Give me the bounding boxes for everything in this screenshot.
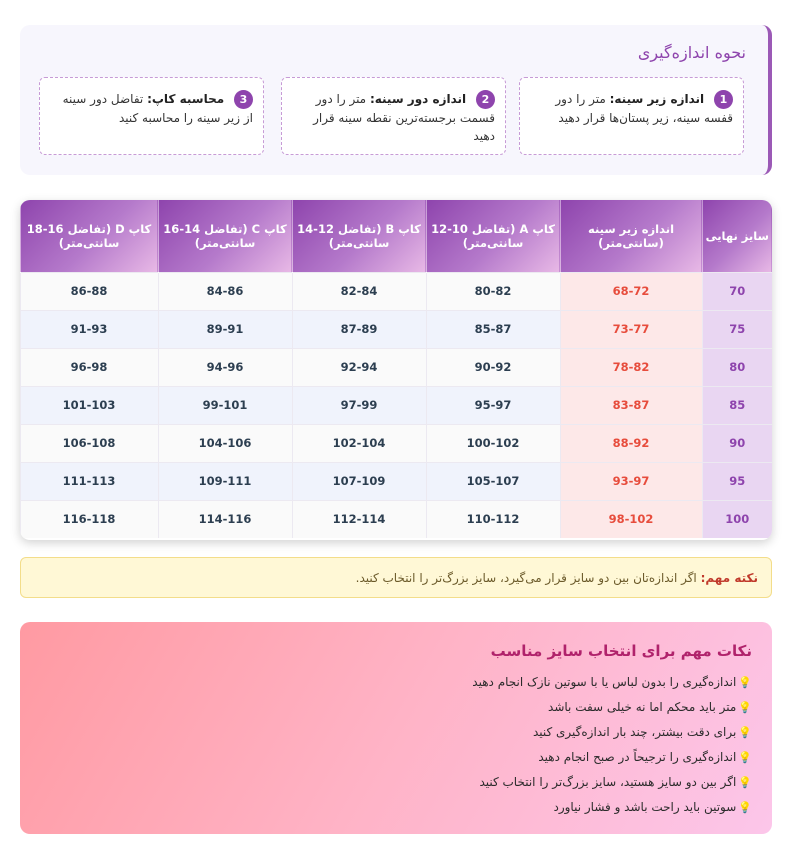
lightbulb-icon: 💡 xyxy=(738,776,752,789)
cell-cup-b: 87-89 xyxy=(292,310,426,348)
cell-cup-c: 94-96 xyxy=(158,348,292,386)
cell-cup-c: 109-111 xyxy=(158,462,292,500)
note-label: نکته مهم: xyxy=(700,571,758,585)
cell-cup-d: 111-113 xyxy=(20,462,158,500)
size-table-container xyxy=(20,200,772,540)
cell-cup-a: 85-87 xyxy=(426,310,560,348)
tips-box xyxy=(20,622,772,834)
lightbulb-icon: 💡 xyxy=(738,701,752,714)
cell-cup-a: 90-92 xyxy=(426,348,560,386)
cell-cup-a: 110-112 xyxy=(426,500,560,538)
cell-cup-c: 99-101 xyxy=(158,386,292,424)
cell-final-size: 70 xyxy=(702,272,772,310)
step-label: اندازه دور سینه: xyxy=(369,92,467,106)
lightbulb-icon: 💡 xyxy=(738,751,752,764)
cell-cup-d: 101-103 xyxy=(20,386,158,424)
cell-cup-d: 91-93 xyxy=(20,310,158,348)
cell-cup-a: 95-97 xyxy=(426,386,560,424)
cell-under-bust: 73-77 xyxy=(560,310,702,348)
cell-cup-b: 107-109 xyxy=(292,462,426,500)
step-label: محاسبه کاپ: xyxy=(147,92,225,106)
cell-final-size: 85 xyxy=(702,386,772,424)
cell-cup-d: 106-108 xyxy=(20,424,158,462)
list-item xyxy=(40,670,752,695)
step-number-badge: 3 xyxy=(234,90,253,109)
cell-under-bust: 83-87 xyxy=(560,386,702,424)
header-cup-d: کاپ D (تفاضل 16-18 سانتی‌متر) xyxy=(20,200,158,272)
step-number-badge: 2 xyxy=(476,90,495,109)
cell-cup-a: 80-82 xyxy=(426,272,560,310)
cell-cup-a: 100-102 xyxy=(426,424,560,462)
header-cup-c: کاپ C (تفاضل 14-16 سانتی‌متر) xyxy=(158,200,292,272)
measurement-title: نحوه اندازه‌گیری xyxy=(637,43,746,62)
list-item xyxy=(40,695,752,720)
cell-final-size: 100 xyxy=(702,500,772,538)
tips-title: نکات مهم برای انتخاب سایز مناسب xyxy=(490,642,752,660)
cell-cup-d: 86-88 xyxy=(20,272,158,310)
table-row xyxy=(20,424,772,462)
table-row xyxy=(20,386,772,424)
cell-cup-b: 102-104 xyxy=(292,424,426,462)
important-note xyxy=(20,557,772,598)
step-number-badge: 1 xyxy=(714,90,733,109)
lightbulb-icon: 💡 xyxy=(738,676,752,689)
cell-cup-d: 96-98 xyxy=(20,348,158,386)
table-row xyxy=(20,500,772,538)
note-text: اگر اندازه‌تان بین دو سایز قرار می‌گیرد، سایز بزرگ‌تر را انتخاب کنید. xyxy=(355,571,697,585)
measurement-step-1 xyxy=(519,77,744,155)
lightbulb-icon: 💡 xyxy=(738,801,752,814)
measurement-step-3 xyxy=(39,77,264,155)
cell-cup-d: 116-118 xyxy=(20,500,158,538)
step-text: متر را دور قفسه سینه، زیر پستان‌ها قرار دهید xyxy=(555,92,733,125)
cell-cup-c: 114-116 xyxy=(158,500,292,538)
cell-cup-c: 104-106 xyxy=(158,424,292,462)
tips-list xyxy=(40,670,752,820)
cell-under-bust: 78-82 xyxy=(560,348,702,386)
cell-final-size: 80 xyxy=(702,348,772,386)
tip-text: برای دقت بیشتر، چند بار اندازه‌گیری کنید xyxy=(532,725,737,739)
step-label: اندازه زیر سینه: xyxy=(609,92,705,106)
size-table xyxy=(20,200,772,538)
table-row xyxy=(20,348,772,386)
lightbulb-icon: 💡 xyxy=(738,726,752,739)
table-row xyxy=(20,272,772,310)
header-cup-b: کاپ B (تفاضل 12-14 سانتی‌متر) xyxy=(292,200,426,272)
header-cup-a: کاپ A (تفاضل 10-12 سانتی‌متر) xyxy=(426,200,560,272)
list-item xyxy=(40,770,752,795)
cell-cup-c: 84-86 xyxy=(158,272,292,310)
cell-cup-b: 97-99 xyxy=(292,386,426,424)
table-row xyxy=(20,310,772,348)
cell-cup-b: 92-94 xyxy=(292,348,426,386)
table-header-row xyxy=(20,200,772,272)
cell-cup-b: 82-84 xyxy=(292,272,426,310)
list-item xyxy=(40,795,752,820)
cell-under-bust: 88-92 xyxy=(560,424,702,462)
cell-under-bust: 93-97 xyxy=(560,462,702,500)
step-text: متر را دور قسمت برجسته‌ترین نقطه سینه قرار دهید xyxy=(313,92,495,143)
header-final-size: سایز نهایی xyxy=(702,200,772,272)
list-item xyxy=(40,720,752,745)
cell-under-bust: 68-72 xyxy=(560,272,702,310)
measurement-step-2 xyxy=(281,77,506,155)
list-item xyxy=(40,745,752,770)
tip-text: اندازه‌گیری را بدون لباس یا با سوتین نازک انجام دهید xyxy=(472,675,737,689)
cell-cup-a: 105-107 xyxy=(426,462,560,500)
table-row xyxy=(20,462,772,500)
cell-under-bust: 98-102 xyxy=(560,500,702,538)
cell-cup-b: 112-114 xyxy=(292,500,426,538)
measurement-guide xyxy=(20,25,772,175)
tip-text: متر باید محکم اما نه خیلی سفت باشد xyxy=(548,700,737,714)
step-text: تفاضل دور سینه از زیر سینه را محاسبه کنید xyxy=(62,92,253,125)
tip-text: سوتین باید راحت باشد و فشار نیاورد xyxy=(553,800,737,814)
header-under-bust: اندازه زیر سینه (سانتی‌متر) xyxy=(560,200,702,272)
cell-final-size: 95 xyxy=(702,462,772,500)
cell-cup-c: 89-91 xyxy=(158,310,292,348)
tip-text: اگر بین دو سایز هستید، سایز بزرگ‌تر را انتخاب کنید xyxy=(479,775,737,789)
tip-text: اندازه‌گیری را ترجیحاً در صبح انجام دهید xyxy=(538,750,737,764)
cell-final-size: 90 xyxy=(702,424,772,462)
cell-final-size: 75 xyxy=(702,310,772,348)
